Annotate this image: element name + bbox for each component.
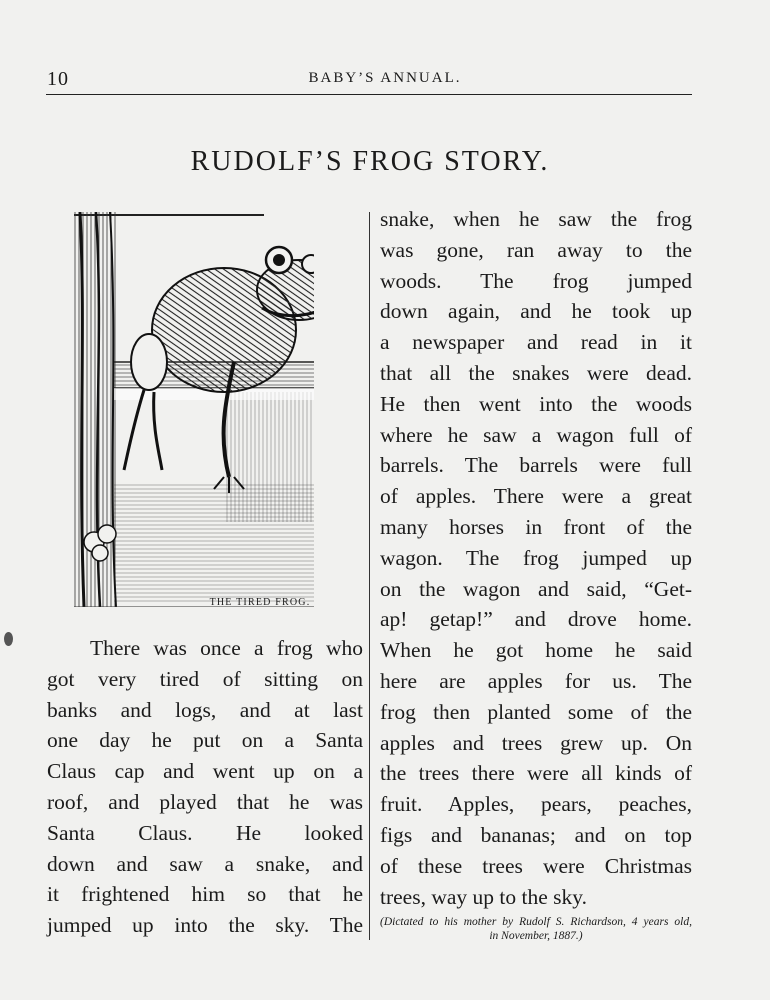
credit-line: in November, 1887.) [489,930,583,942]
text-line: When he got home he said [380,638,692,663]
right-column-text [380,204,692,912]
text-line: figs and bananas; and on top [380,822,692,847]
text-line: got very tired of sitting on [47,666,363,691]
text-line: here are apples for us. The [380,668,692,693]
text-line: that all the snakes were dead. [380,360,692,385]
text-line: Santa Claus. He looked [47,820,363,845]
text-line: of these trees were Christmas [380,853,692,878]
text-line: There was once a frog who [90,636,363,660]
text-line: woods. The frog jumped [380,268,692,293]
story-paragraph-left [47,633,363,941]
text-line: many horses in front of the [380,514,692,539]
story-title: RUDOLF’S FROG STORY. [190,146,550,177]
text-line: one day he put on a Santa [47,728,363,753]
text-line: the trees there were all kinds of [380,761,692,786]
text-line: where he saw a wagon full of [380,422,692,447]
text-line: a newspaper and read in it [380,330,692,355]
illustration-caption: THE TIRED FROG. [209,597,311,608]
text-line: frog then planted some of the [380,699,692,724]
text-line: of apples. There were a great [380,484,692,509]
text-line: jumped up into the sky. The [47,913,363,938]
left-column-text [47,633,363,941]
text-line: was gone, ran away to the [380,237,692,262]
story-paragraph-right [380,204,692,912]
text-line: snake, when he saw the frog [380,207,692,231]
text-line: Claus cap and went up on a [47,759,363,784]
text-line: trees, way up to the sky. [380,884,587,909]
text-line: on the wagon and said, “Get- [380,576,692,601]
column-divider [369,212,370,940]
text-line: fruit. Apples, pears, peaches, [380,792,692,817]
text-line: roof, and played that he was [47,789,363,814]
text-line: wagon. The frog jumped up [380,545,692,570]
credit-line: (Dictated to his mother by Rudolf S. Richardson, 4 years old, [380,916,692,928]
text-line: it frightened him so that he [47,882,363,907]
text-line: down and saw a snake, and [47,851,363,876]
text-line: down again, and he took up [380,299,692,324]
text-line: He then went into the woods [380,391,692,416]
tired-frog-illustration [74,212,314,607]
dictation-credit [380,915,692,943]
page-number: 10 [47,68,69,90]
text-line: barrels. The barrels were full [380,453,692,478]
text-line: apples and trees grew up. On [380,730,692,755]
ink-blot [4,632,13,646]
text-line: banks and logs, and at last [47,697,363,722]
text-line: ap! getap!” and drove home. [380,607,692,632]
running-title: BABY’S ANNUAL. [308,70,462,86]
header-rule [46,94,692,95]
